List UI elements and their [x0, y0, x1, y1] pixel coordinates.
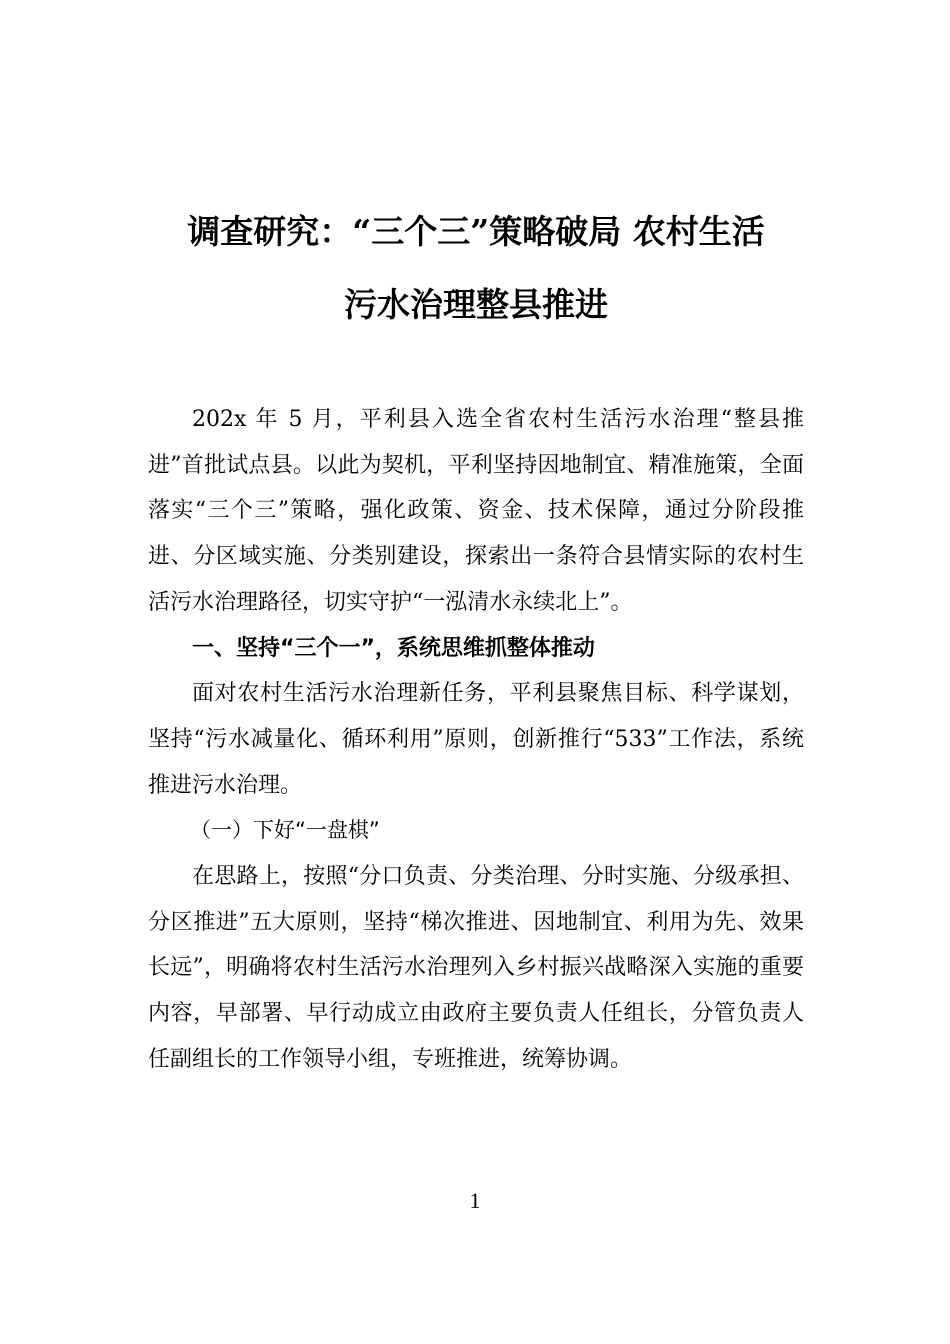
section-heading-1: 一、坚持“三个一”，系统思维抓整体推动 — [192, 635, 595, 661]
subsection-heading-1: （一）下好“一盘棋” — [190, 818, 380, 843]
title-line-1: 调查研究：“三个三”策略破局 农村生活 — [187, 212, 765, 251]
subsection-1-paragraph: 在思路上，按照“分口负责、分类治理、分时实施、分级承担、分区推进”五大原则，坚持“梯次推进、因地制宜、利用为先、效果长远”，明确将农村生活污水治理列入乡村振兴战略深入实施的重要内容，早部署、早行动成立由政府主要负责人任组长，分管负责人任副组长的工作领导小组，专班推进，统筹协调。 — [148, 864, 804, 1072]
page-number: 1 — [469, 1188, 481, 1213]
document-body — [148, 397, 804, 1083]
intro-paragraph: 202x 年 5 月，平利县入选全省农村生活污水治理“整县推进”首批试点县。以此为契机，平利坚持因地制宜、精准施策，全面落实“三个三”策略，强化政策、资金、技术保障，通过分阶段推进、分区域实施、分类别建设，探索出一条符合县情实际的农村生活污水治理路径，切实守护“一泓清水永续北上”。 — [148, 407, 804, 615]
document-title — [148, 195, 804, 341]
section-1-paragraph: 面对农村生活污水治理新任务，平利县聚焦目标、科学谋划，坚持“污水减量化、循环利用”原则，创新推行“533”工作法，系统推进污水治理。 — [148, 681, 804, 798]
title-line-2: 污水治理整县推进 — [344, 285, 608, 324]
